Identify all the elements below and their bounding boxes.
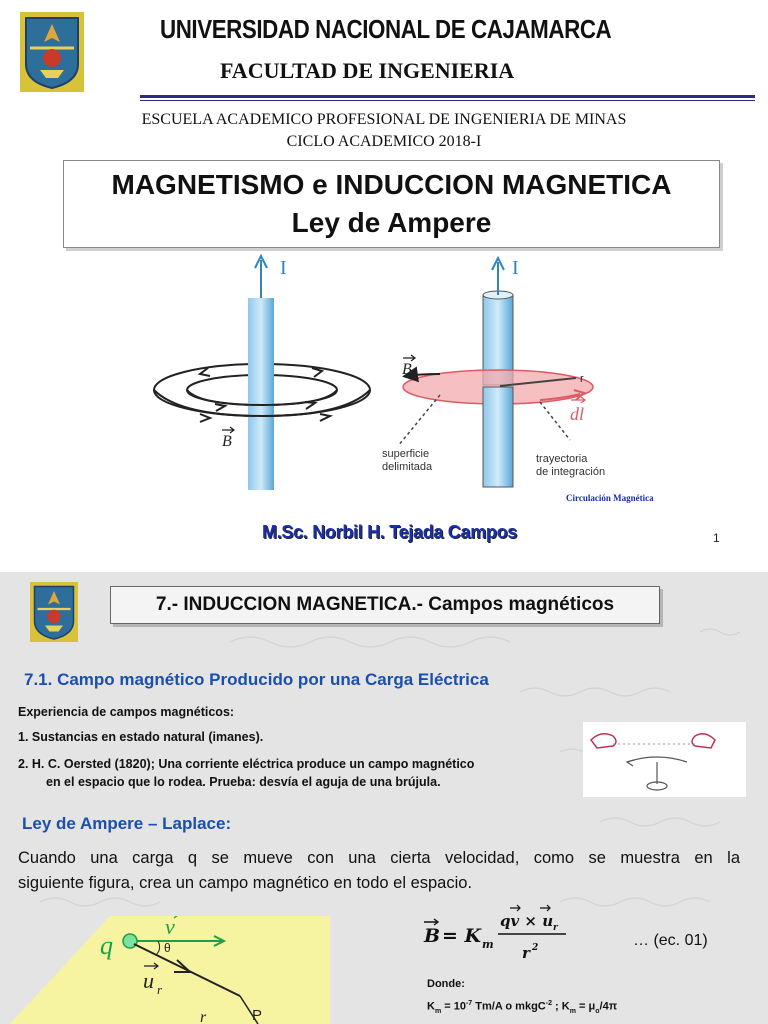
equation-denominator: r bbox=[522, 944, 530, 962]
right-wire-figure bbox=[382, 257, 605, 487]
slide-title-line2: Ley de Ampere bbox=[291, 207, 492, 238]
surface-label-1: superficie bbox=[382, 448, 430, 460]
km-sub: m bbox=[434, 1007, 442, 1015]
slide-title-line1: MAGNETISMO e INDUCCION MAGNETICA bbox=[111, 169, 672, 200]
current-label-left: I bbox=[280, 257, 287, 279]
equation-numerator-sub: r bbox=[553, 923, 558, 933]
author-name: M.Sc. Norbil H. Tejada Campos bbox=[262, 522, 518, 542]
university-name: UNIVERSIDAD NACIONAL DE CAJAMARCA bbox=[160, 14, 612, 44]
moving-charge-figure bbox=[0, 916, 330, 1024]
right-wire-bottom bbox=[483, 387, 513, 487]
path-label-2: de integración bbox=[536, 466, 606, 478]
distance-label: r bbox=[200, 1009, 207, 1024]
km-units: Tm/A o mkgC bbox=[472, 1000, 546, 1013]
equation-eq-sub: m bbox=[482, 938, 494, 951]
current-label-right: I bbox=[512, 257, 519, 279]
experience-item-2-line2: en el espacio que lo rodea. Prueba: desvía el aguja de una brújula. bbox=[46, 775, 441, 789]
dl-label: dl bbox=[570, 404, 585, 424]
law-heading: Ley de Ampere – Laplace: bbox=[22, 814, 232, 833]
explanation-paragraph bbox=[18, 846, 740, 896]
radius-label: r bbox=[580, 373, 584, 385]
figure-caption: Circulación Magnética bbox=[566, 493, 654, 503]
charge-label: q bbox=[100, 931, 113, 960]
equation-number: … (ec. 01) bbox=[633, 932, 708, 949]
slide-title-box bbox=[110, 586, 660, 624]
path-label-1: trayectoria bbox=[536, 453, 588, 465]
slide-2 bbox=[0, 572, 768, 1024]
surface-label-2: delimitada bbox=[382, 461, 433, 473]
km-symbol-2: ; K bbox=[551, 1000, 570, 1013]
page-number: 1 bbox=[713, 531, 720, 545]
ampere-laplace-equation bbox=[420, 896, 620, 966]
experience-item-1: 1. Sustancias en estado natural (imanes). bbox=[18, 730, 264, 744]
academic-cycle: CICLO ACADEMICO 2018-I bbox=[286, 133, 482, 150]
university-emblem-icon bbox=[20, 12, 84, 92]
point-label: P bbox=[252, 1007, 263, 1024]
b-label-left: B bbox=[222, 433, 232, 450]
oersted-experiment-image bbox=[583, 722, 746, 797]
equation-lhs: B bbox=[424, 925, 441, 947]
university-emblem-icon bbox=[30, 580, 78, 644]
km-exponent: -7 bbox=[465, 1000, 473, 1007]
explanation-line-1: Cuando una carga q se mueve con una cierta velocidad, como se muestra en la bbox=[18, 849, 740, 867]
explanation-line-2: siguiente figura, crea un campo magnético en todo el espacio. bbox=[18, 874, 473, 892]
ampere-law-figure bbox=[140, 250, 700, 490]
km-sub-2: m bbox=[569, 1007, 576, 1015]
mu-symbol: = μ bbox=[575, 1000, 596, 1013]
km-symbol: K bbox=[427, 1000, 435, 1013]
km-units-exponent: -2 bbox=[545, 1000, 552, 1007]
left-wire bbox=[248, 298, 274, 490]
header-rule-thin bbox=[140, 100, 755, 101]
km-value: = 10 bbox=[441, 1000, 466, 1013]
mu-sub: o bbox=[595, 1007, 600, 1015]
section-heading: 7.1. Campo magnético Producido por una Carga Eléctrica bbox=[24, 670, 489, 689]
equation-numerator: qv × u bbox=[500, 912, 554, 930]
four-pi: /4π bbox=[599, 1000, 618, 1013]
b-label-right: B bbox=[402, 361, 412, 378]
where-label: Donde: bbox=[427, 978, 465, 990]
left-wire-figure bbox=[154, 256, 370, 490]
km-definition bbox=[427, 1000, 617, 1015]
unit-vector-label: u bbox=[143, 968, 154, 993]
equation-eq: = K bbox=[442, 925, 482, 947]
slide-title-box bbox=[63, 160, 720, 248]
experience-item-2-line1: 2. H. C. Oersted (1820); Una corriente eléctrica produce un campo magnético bbox=[18, 757, 475, 771]
school-name: ESCUELA ACADEMICO PROFESIONAL DE INGENIERIA DE MINAS bbox=[141, 111, 627, 128]
faculty-name: FACULTAD DE INGENIERIA bbox=[220, 58, 515, 83]
experience-heading: Experiencia de campos magnéticos: bbox=[18, 705, 235, 719]
equation-denominator-sup: 2 bbox=[532, 943, 539, 953]
charge-dot bbox=[123, 934, 137, 948]
unit-vector-sub: r bbox=[157, 982, 163, 997]
slide-title: 7.- INDUCCION MAGNETICA.- Campos magnéticos bbox=[155, 594, 615, 615]
header-rule bbox=[140, 95, 755, 98]
velocity-label: v bbox=[165, 916, 175, 939]
angle-label: θ bbox=[164, 941, 171, 955]
